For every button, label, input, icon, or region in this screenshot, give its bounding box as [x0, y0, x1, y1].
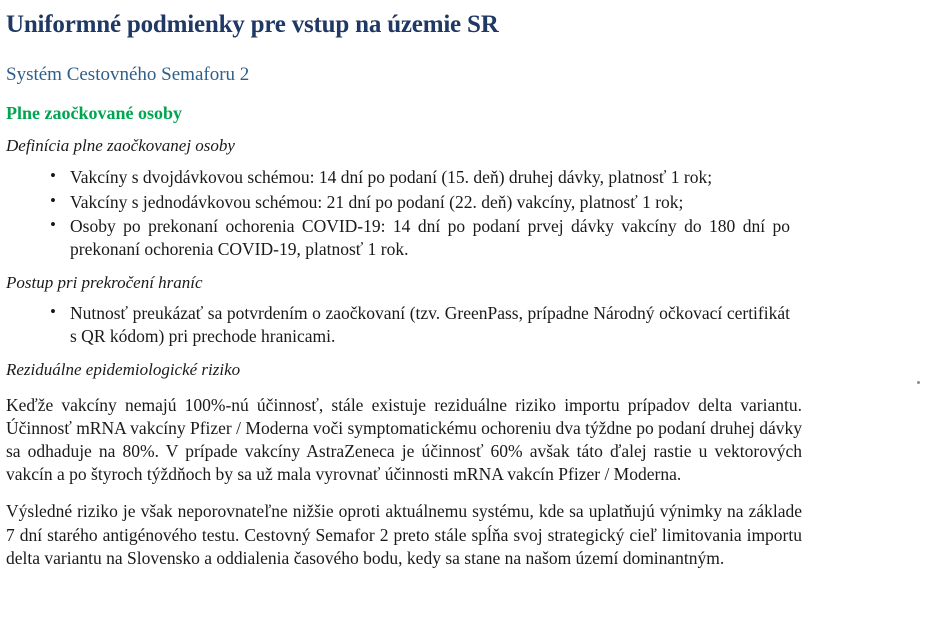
subheading-residual-risk: Reziduálne epidemiologické riziko: [6, 359, 241, 379]
section-heading-vaccinated: Plne zaočkované osoby: [6, 102, 183, 123]
page-title: Uniformné podmienky pre vstup na územie SR: [6, 11, 499, 38]
paragraph-conclusion: Výsledné riziko je však neporovnateľne nižšie oproti aktuálnemu systému, kde sa uplatňujú výnimky na základe 7 dní starého antigénového testu. Cestovný Semafor 2 preto stále spĺňa svoj strategický cieľ limitovania importu delta variantu na Slovensko a oddialenia časového bodu, kedy sa stane na našom území dominantným.: [6, 501, 802, 568]
document-subtitle: Systém Cestovného Semaforu 2: [6, 64, 250, 85]
subheading-definition: Definícia plne zaočkovanej osoby: [6, 136, 235, 156]
list-item: • Vakcíny s dvojdávkovou schémou: 14 dní po podaní (15. deň) druhej dávky, platnosť 1 rok;: [50, 166, 920, 189]
bullet-list-border-crossing: [6, 302, 920, 348]
page-mark-dot: [917, 381, 920, 384]
subheading-border-crossing: Postup pri prekročení hraníc: [6, 272, 203, 292]
list-item: • Nutnosť preukázať sa potvrdením o zaočkovaní (tzv. GreenPass, prípadne Národný očkovací certifikát s QR kódom) pri prechode hranicami.: [50, 302, 920, 348]
list-item: • Vakcíny s jednodávkovou schémou: 21 dní po podaní (22. deň) vakcíny, platnosť 1 rok;: [50, 191, 920, 214]
paragraph-residual-risk: Keďže vakcíny nemajú 100%-nú účinnosť, stále existuje reziduálne riziko importu prípadov delta variantu. Účinnosť mRNA vakcíny Pfizer / Moderna voči symptomatickému ochoreniu dva týždne po podaní druhej dávky sa odhaduje na 80%. V prípade vakcíny AstraZeneca je účinnosť 60% avšak táto ďalej rastie u vektorových vakcín a po štyroch týždňoch by sa už mala vyrovnať účinnosti mRNA vakcín Pfizer / Moderna.: [6, 395, 802, 485]
list-item: • Osoby po prekonaní ochorenia COVID-19: 14 dní po podaní prvej dávky vakcíny do 180 dní po prekonaní ochorenia COVID-19, platnosť 1 rok.: [50, 215, 920, 261]
bullet-list-definition: [6, 166, 920, 261]
